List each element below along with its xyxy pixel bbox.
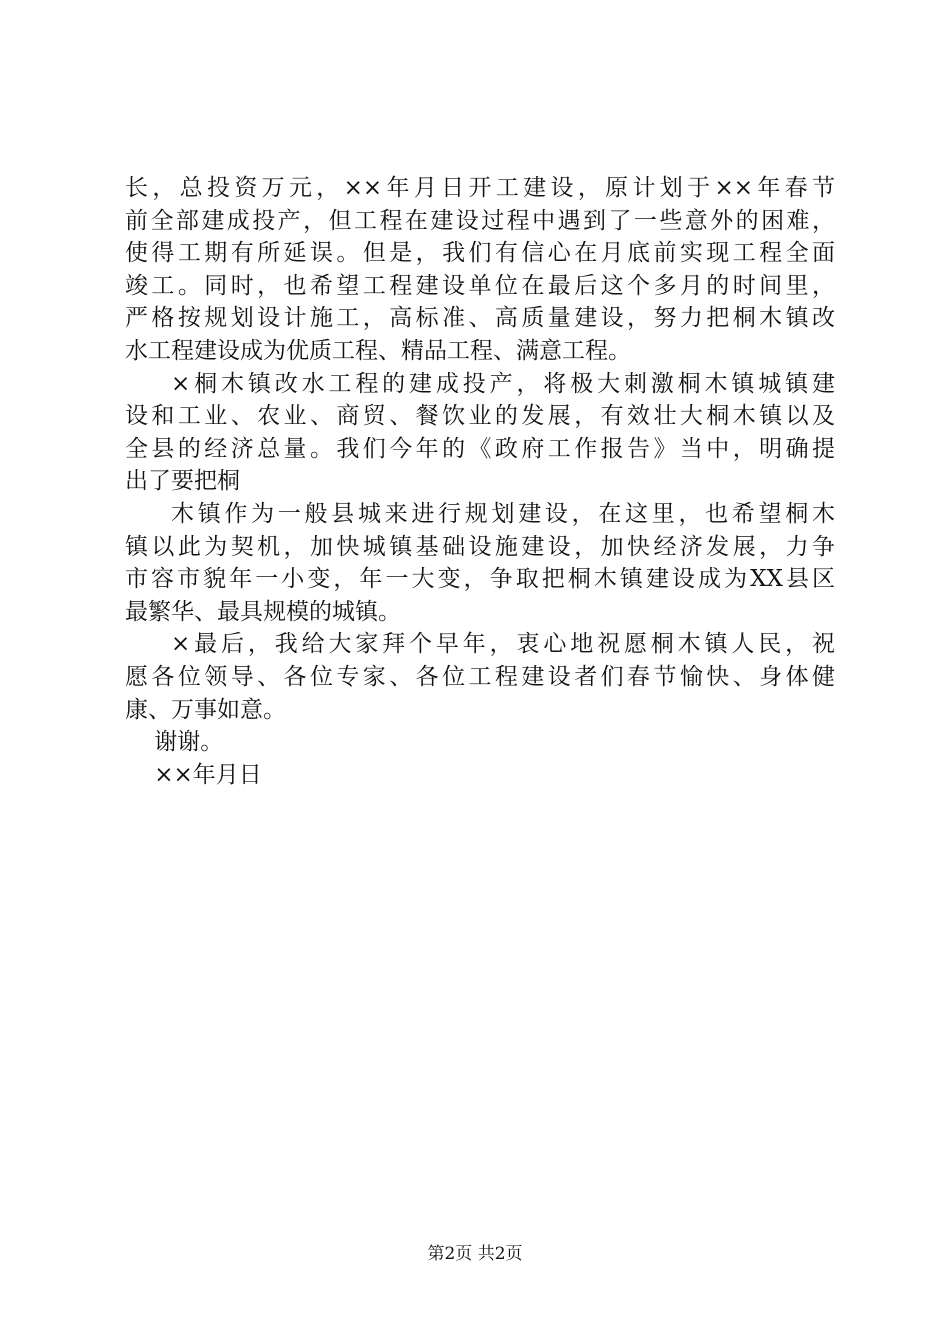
text-line: ×最后，我给大家拜个早年，衷心地祝愿桐木镇人民，祝 (171, 631, 835, 658)
text-line: 使得工期有所延误。但是，我们有信心在月底前实现工程全面 (125, 240, 835, 267)
text-line: 严格按规划设计施工，高标准、高质量建设，努力把桐木镇改 (125, 305, 835, 332)
text-line: 竣工。同时，也希望工程建设单位在最后这个多月的时间里， (125, 272, 835, 299)
text-line: ×桐木镇改水工程的建成投产，将极大刺激桐木镇城镇建 (171, 370, 835, 397)
text-line: 木镇作为一般县城来进行规划建设，在这里，也希望桐木 (171, 500, 835, 527)
text-line: 谢谢。 (125, 729, 224, 756)
text-line: 长，总投资万元，××年月日开工建设，原计划于××年春节 (125, 175, 835, 201)
text-line: 康、万事如意。 (125, 696, 286, 723)
text-line: 出了要把桐 (125, 468, 240, 495)
text-line: 全县的经济总量。我们今年的《政府工作报告》当中，明确提 (125, 435, 835, 462)
text-line: 镇以此为契机，加快城镇基础设施建设，加快经济发展，力争 (125, 533, 835, 560)
text-line: 市容市貌年一小变，年一大变，争取把桐木镇建设成为XX县区 (125, 566, 835, 593)
body-text (125, 172, 835, 791)
text-line: 愿各位领导、各位专家、各位工程建设者们春节愉快、身体健 (125, 663, 835, 690)
text-line: 最繁华、最具规模的城镇。 (125, 598, 401, 625)
text-line: ××年月日 (125, 761, 262, 788)
text-line: 前全部建成投产，但工程在建设过程中遇到了一些意外的困难， (125, 207, 835, 234)
page-footer: 第2页 共2页 (427, 1244, 523, 1264)
text-line: 水工程建设成为优质工程、精品工程、满意工程。 (125, 337, 631, 364)
text-line: 设和工业、农业、商贸、餐饮业的发展，有效壮大桐木镇以及 (125, 403, 835, 430)
